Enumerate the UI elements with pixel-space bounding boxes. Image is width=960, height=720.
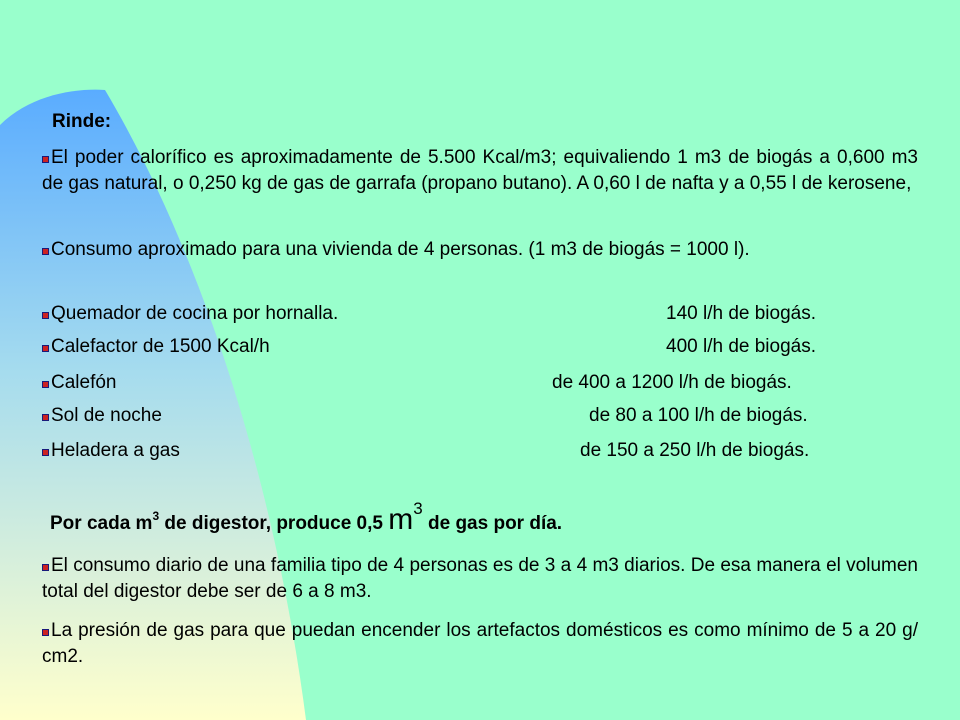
consumo-rate: de 400 a 1200 l/h de biogás.	[552, 372, 792, 393]
consumo-rate: de 150 a 250 l/h de biogás.	[580, 440, 810, 461]
consumo-rate: de 80 a 100 l/h de biogás.	[589, 405, 808, 426]
bullet-icon	[42, 345, 49, 352]
bullet-icon	[42, 381, 49, 388]
consumo-name: Calefactor de 1500 Kcal/h	[51, 336, 270, 357]
consumo-name: Sol de noche	[51, 405, 162, 426]
digestor-item-consumo-diario: El consumo diario de una familia tipo de 4 personas es de 3 a 4 m3 diarios. De esa manera el volumen total del digestor debe ser de 6 a 8 m3.	[42, 555, 918, 602]
consumo-row	[42, 438, 918, 464]
consumo-name: Calefón	[51, 372, 117, 393]
consumo-row	[42, 301, 918, 327]
bullet-icon	[42, 564, 49, 571]
bullet-icon	[42, 414, 49, 421]
bullet-icon	[42, 629, 49, 636]
digestor-heading: Por cada $m^3$ de digestor, produce 0,5 $m^3$ de gas por día.	[50, 499, 563, 536]
consumo-row	[42, 334, 918, 360]
consumo-name: Quemador de cocina por hornalla.	[51, 303, 339, 324]
consumo-row	[42, 370, 918, 396]
bullet-icon	[42, 312, 49, 319]
consumo-rate: 400 l/h de biogás.	[666, 336, 817, 357]
rinde-item-consumo: Consumo aproximado para una vivienda de 4 personas. (1 m3 de biogás = 1000 l).	[42, 237, 918, 263]
digestor-item-presion: La presión de gas para que puedan encender los artefactos domésticos es como mínimo de 5 a 20 g/ cm2.	[42, 620, 918, 667]
consumo-rate: 140 l/h de biogás.	[666, 303, 817, 324]
consumo-name: Heladera a gas	[51, 440, 180, 461]
consumo-row	[42, 403, 918, 429]
rinde-heading: Rinde:	[52, 111, 112, 132]
bullet-icon	[42, 449, 49, 456]
bullet-icon	[42, 156, 49, 163]
bullet-icon	[42, 248, 49, 255]
rinde-item-calorific: El poder calorífico es aproximadamente de 5.500 Kcal/m3; equivaliendo 1 m3 de biogás a 0,600 m3 de gas natural, o 0,250 kg de gas de garrafa (propano butano). A 0,60 l de nafta y a 0,55 l de kerosene,	[42, 147, 918, 194]
